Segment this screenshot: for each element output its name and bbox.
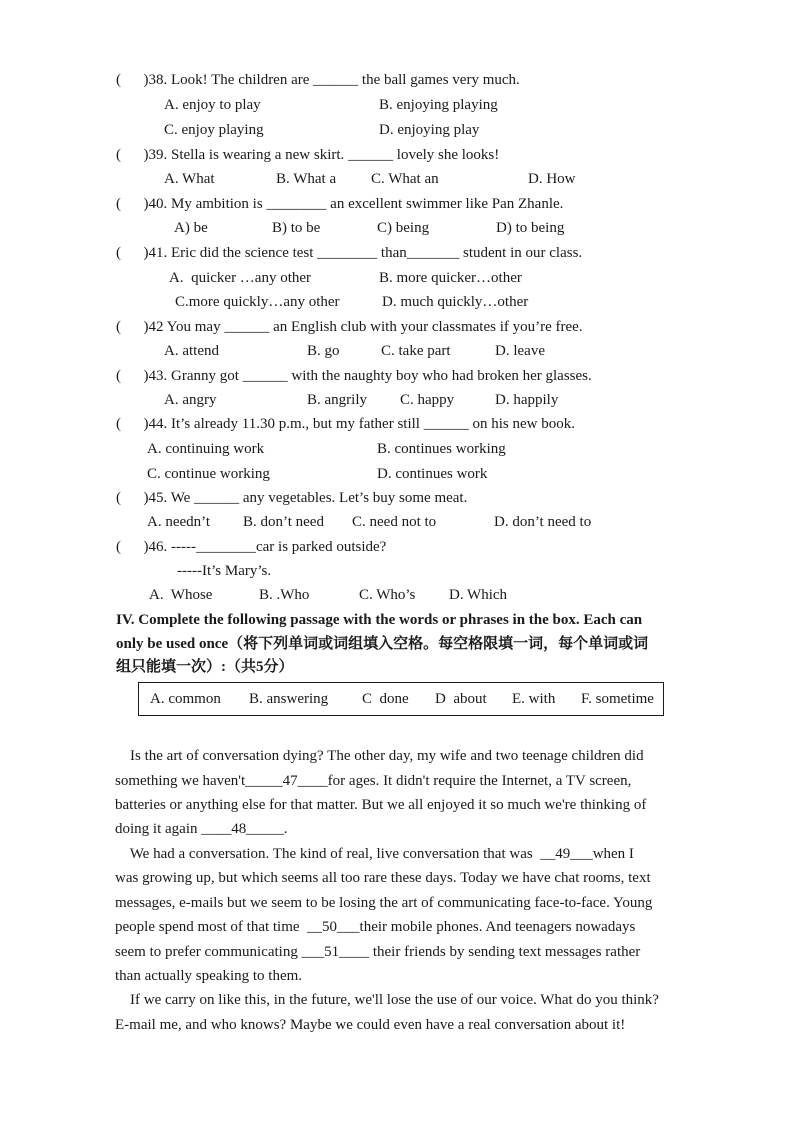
passage-line-12: E-mail me, and who knows? Maybe we could even have a real conversation about it! (115, 1017, 626, 1033)
question-40-stem: ( )40. My ambition is ________ an excellent swimmer like Pan Zhanle. (116, 196, 564, 212)
word-box-item-c: C done (362, 691, 409, 707)
q42-option-a[interactable]: A. attend (164, 343, 219, 359)
q45-option-a[interactable]: A. needn’t (147, 514, 211, 530)
q43-option-c[interactable]: C. happy (400, 392, 455, 408)
word-box-item-d: D about (435, 691, 487, 707)
q42-option-d[interactable]: D. leave (495, 343, 545, 359)
section-4-heading-line-2: only be used once（将下列单词或词组填入空格。每空格限填一词，每个单词或词 (116, 636, 649, 652)
q38-option-c[interactable]: C. enjoy playing (164, 122, 264, 138)
q44-option-a[interactable]: A. continuing work (147, 441, 265, 457)
q45-option-d[interactable]: D. don’t need to (494, 514, 592, 530)
q43-option-d[interactable]: D. happily (495, 392, 559, 408)
q44-option-c[interactable]: C. continue working (147, 466, 270, 482)
passage-line-2: something we haven't_____47____for ages. It didn't require the Internet, a TV screen, (115, 773, 632, 789)
passage-line-3: batteries or anything else for that matter. But we all enjoyed it so much we're thinking of (115, 797, 647, 813)
word-box-item-f: F. sometime (581, 691, 654, 707)
passage-line-11: If we carry on like this, in the future, we'll lose the use of our voice. What do you think? (115, 992, 659, 1008)
q43-option-b[interactable]: B. angrily (307, 392, 367, 408)
q40-option-a[interactable]: A) be (174, 220, 208, 236)
question-43-stem: ( )43. Granny got ______ with the naughty boy who had broken her glasses. (116, 368, 592, 384)
q45-option-c[interactable]: C. need not to (352, 514, 437, 530)
q41-option-d[interactable]: D. much quickly…other (382, 294, 529, 310)
q38-option-a[interactable]: A. enjoy to play (164, 97, 261, 113)
word-box (138, 682, 664, 716)
q39-option-b[interactable]: B. What a (276, 171, 337, 187)
question-44-stem: ( )44. It’s already 11.30 p.m., but my father still ______ on his new book. (116, 416, 575, 432)
q41-option-c[interactable]: C.more quickly…any other (175, 294, 340, 310)
q46-reply: -----It’s Mary’s. (177, 563, 272, 579)
q40-option-c[interactable]: C) being (377, 220, 430, 236)
passage-line-9: seem to prefer communicating ___51____ their friends by sending text messages rather (115, 944, 641, 960)
section-4-heading-line-3: 组只能填一次）:（共5分） (116, 659, 294, 675)
q39-option-d[interactable]: D. How (528, 171, 576, 187)
section-4-heading-line-1: IV. Complete the following passage with the words or phrases in the box. Each can (116, 612, 643, 628)
q39-option-a[interactable]: A. What (164, 171, 215, 187)
q45-option-b[interactable]: B. don’t need (243, 514, 324, 530)
passage-line-4: doing it again ____48_____. (115, 821, 288, 837)
q44-option-d[interactable]: D. continues work (377, 466, 488, 482)
question-39-stem: ( )39. Stella is wearing a new skirt. ______ lovely she looks! (116, 147, 500, 163)
word-box-item-e: E. with (512, 691, 556, 707)
question-38-stem: ( )38. Look! The children are ______ the ball games very much. (116, 72, 520, 88)
q46-option-d[interactable]: D. Which (449, 587, 508, 603)
question-46-stem: ( )46. -----________car is parked outside? (116, 539, 387, 555)
q40-option-d[interactable]: D) to being (496, 220, 565, 236)
q42-option-c[interactable]: C. take part (381, 343, 451, 359)
q46-option-c[interactable]: C. Who’s (359, 587, 416, 603)
passage-line-6: was growing up, but which seems all too rare these days. Today we have chat rooms, text (115, 870, 651, 886)
question-42-stem: ( )42 You may ______ an English club with your classmates if you’re free. (116, 319, 583, 335)
passage-line-7: messages, e-mails but we seem to be losing the art of communicating face-to-face. Young (115, 895, 653, 911)
question-41-stem: ( )41. Eric did the science test ________ than_______ student in our class. (116, 245, 583, 261)
q41-option-b[interactable]: B. more quicker…other (379, 270, 522, 286)
q46-option-b[interactable]: B. .Who (259, 587, 310, 603)
passage-line-5: We had a conversation. The kind of real, live conversation that was __49___when I (115, 846, 634, 862)
q43-option-a[interactable]: A. angry (164, 392, 217, 408)
q42-option-b[interactable]: B. go (307, 343, 340, 359)
passage-line-10: than actually speaking to them. (115, 968, 303, 984)
q44-option-b[interactable]: B. continues working (377, 441, 506, 457)
q38-option-d[interactable]: D. enjoying play (379, 122, 480, 138)
word-box-item-b: B. answering (249, 691, 329, 707)
passage-line-1: Is the art of conversation dying? The other day, my wife and two teenage children did (115, 748, 644, 764)
q46-option-a[interactable]: A. Whose (149, 587, 213, 603)
passage-line-8: people spend most of that time __50___their mobile phones. And teenagers nowadays (115, 919, 636, 935)
q40-option-b[interactable]: B) to be (272, 220, 321, 236)
word-box-item-a: A. common (150, 691, 221, 707)
q41-option-a[interactable]: A. quicker …any other (169, 270, 312, 286)
question-45-stem: ( )45. We ______ any vegetables. Let’s buy some meat. (116, 490, 468, 506)
q38-option-b[interactable]: B. enjoying playing (379, 97, 498, 113)
q39-option-c[interactable]: C. What an (371, 171, 439, 187)
